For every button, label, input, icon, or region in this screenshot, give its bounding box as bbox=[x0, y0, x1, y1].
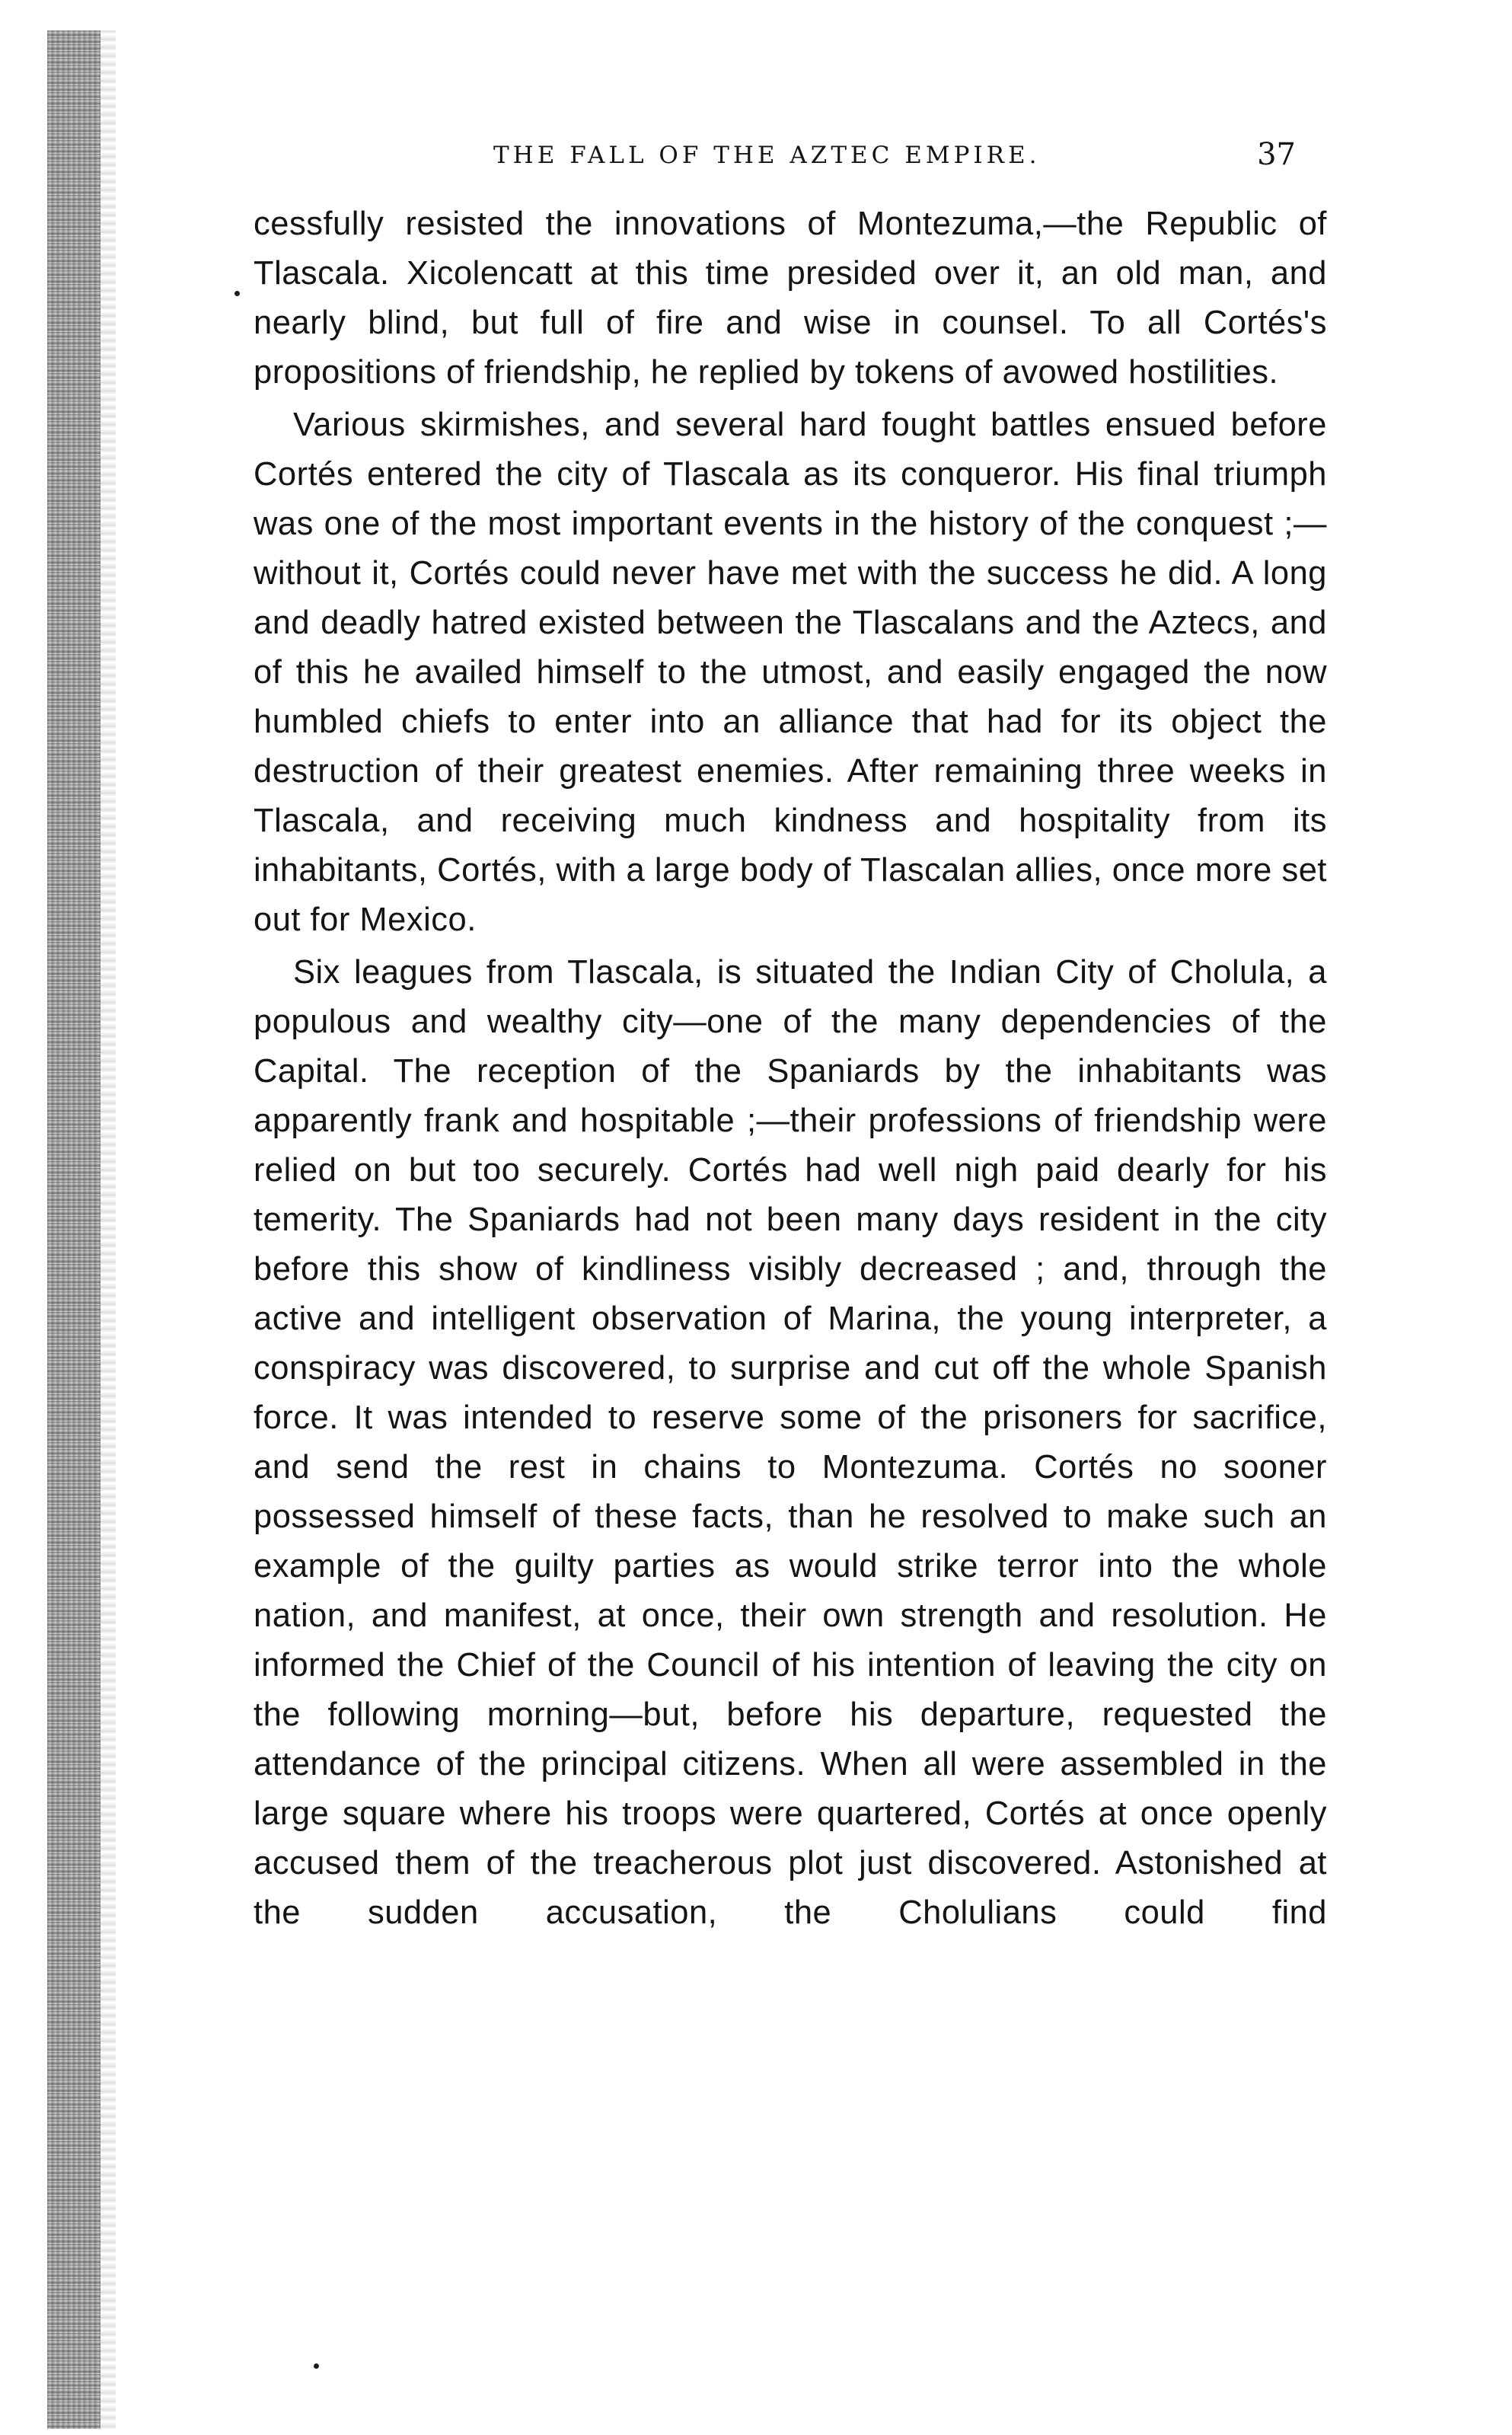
stray-ink-mark bbox=[314, 2363, 319, 2369]
page-number: 37 bbox=[1257, 137, 1296, 172]
paragraph-1: cessfully resisted the innovations of Montezuma,—the Republic of Tlascala. Xicolencatt at this time presided over it, an old man, and nearly blind, but full of fire and wise in counsel. To all Cortés's propositions of friendship, he replied by tokens of avowed hostilities. bbox=[254, 206, 1327, 391]
book-binding-edge bbox=[47, 30, 100, 2429]
body-text bbox=[254, 199, 1327, 1941]
running-head-title: THE FALL OF THE AZTEC EMPIRE. bbox=[493, 142, 1041, 169]
paragraph-3: Six leagues from Tlascala, is situated the Indian City of Cholula, a populous and wealthy city—one of the many dependencies of the Capital. The reception of the Spaniards by the inhabitants was apparently frank and hospitable ;—their professions of friendship were relied on but too securely. Cortés had well nigh paid dearly for his temerity. The Spaniards had not been many days resident in the city before this show of kindliness visibly decreased ; and, through the active and intelligent observation of Marina, the young interpreter, a conspiracy was discovered, to surprise and cut off the whole Spanish force. It was intended to reserve some of the prisoners for sacrifice, and send the rest in chains to Montezuma. Cortés no sooner possessed himself of these facts, than he resolved to make such an example of the guilty parties as would strike terror into the whole nation, and manifest, at once, their own strength and resolution. He informed the Chief of the Council of his intention of leaving the city on the following morning—but, before his departure, requested the attendance of the principal citizens. When all were assembled in the large square where his troops were quartered, Cortés at once openly accused them of the treacherous plot just discovered. Astonished at the sudden accusation, the Cholulians could find bbox=[254, 954, 1327, 1931]
stray-ink-mark bbox=[234, 291, 240, 296]
running-head bbox=[257, 137, 1323, 183]
paragraph-2: Various skirmishes, and several hard fought battles ensued before Cortés entered the city of Tlascala as its conqueror. His final triumph was one of the most important events in the history of the conquest ;—without it, Cortés could never have met with the success he did. A long and deadly hatred existed between the Tlascalans and the Aztecs, and of this he availed himself to the utmost, and easily engaged the now humbled chiefs to enter into an alliance that had for its object the destruction of their greatest enemies. After remaining three weeks in Tlascala, and receiving much kindness and hospitality from its inhabitants, Cortés, with a large body of Tlascalan allies, once more set out for Mexico. bbox=[254, 407, 1327, 938]
